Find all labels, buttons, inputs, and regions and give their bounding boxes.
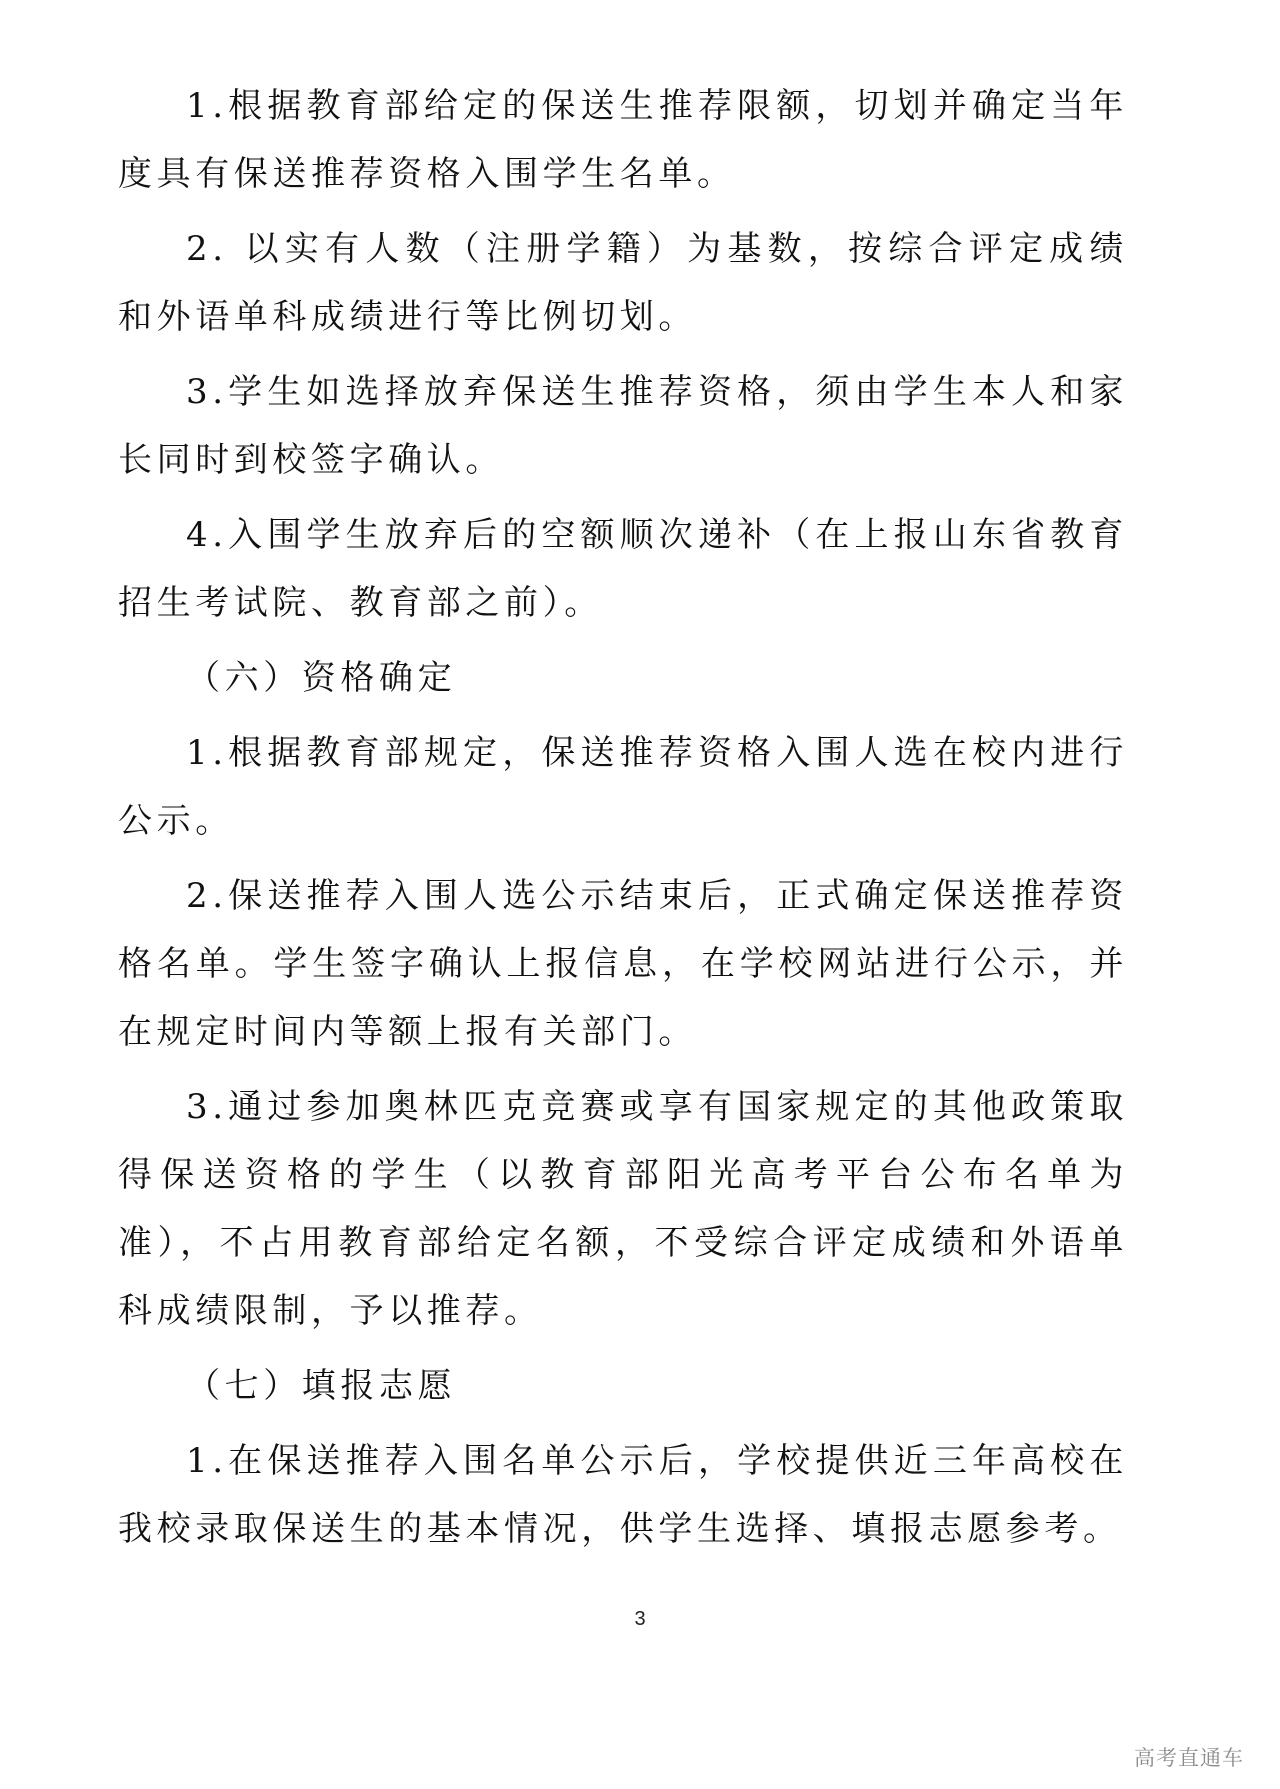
paragraph-waiver-confirmation: 3.学生如选择放弃保送生推荐资格，须由学生本人和家长同时到校签字确认。	[118, 372, 1128, 480]
watermark-text: 高考直通车	[1134, 1746, 1244, 1770]
paragraph-application-reference: 1.在保送推荐入围名单公示后，学校提供近三年高校在我校录取保送生的基本情况，供学生选择、填报志愿参考。	[118, 1441, 1128, 1549]
section-heading-qualification: （六）资格确定	[186, 658, 457, 698]
paragraph-roster-quota: 1.根据教育部给定的保送生推荐限额，切划并确定当年度具有保送推荐资格入围学生名单。	[118, 86, 1128, 194]
paragraph-public-notice: 1.根据教育部规定，保送推荐资格入围人选在校内进行公示。	[118, 733, 1128, 841]
paragraph-olympiad-exemption: 3.通过参加奥林匹克竞赛或享有国家规定的其他政策取得保送资格的学生（以教育部阳光高考平台公布名单为准），不占用教育部给定名额，不受综合评定成绩和外语单科成绩限制，予以推荐。	[118, 1087, 1128, 1331]
paragraph-final-list: 2.保送推荐入围人选公示结束后，正式确定保送推荐资格名单。学生签字确认上报信息，在学校网站进行公示，并在规定时间内等额上报有关部门。	[118, 876, 1128, 1052]
paragraph-proportional-split: 2. 以实有人数（注册学籍）为基数，按综合评定成绩和外语单科成绩进行等比例切划。	[118, 229, 1128, 337]
paragraph-vacancy-backfill: 4.入围学生放弃后的空额顺次递补（在上报山东省教育招生考试院、教育部之前）。	[118, 515, 1128, 623]
page-number: 3	[634, 1608, 646, 1630]
document-body	[118, 72, 1128, 1570]
section-heading-application: （七）填报志愿	[186, 1366, 457, 1406]
